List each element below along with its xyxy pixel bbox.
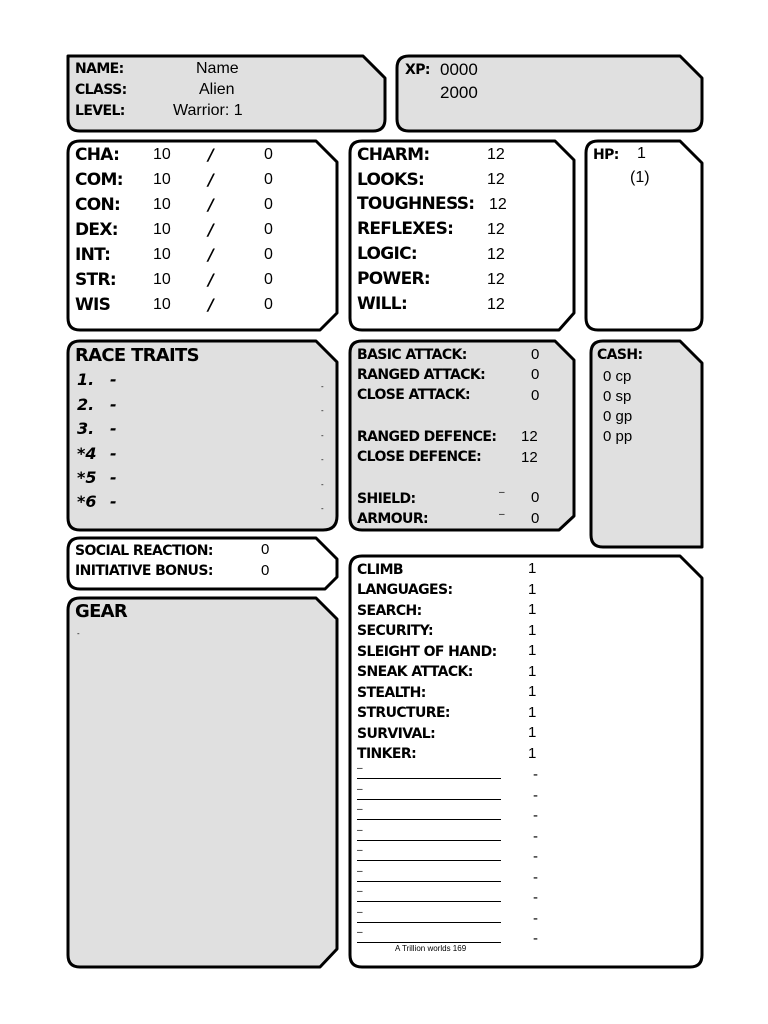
ability-slash: /: [208, 270, 214, 289]
attribute-label: REFLEXES:: [357, 219, 454, 239]
ability-mod: 0: [264, 221, 273, 238]
skill-value: 1: [528, 642, 537, 659]
ability-mod: 0: [264, 271, 273, 288]
attribute-value: 12: [487, 296, 505, 313]
skill-label: SECURITY:: [357, 623, 433, 639]
gear-item: -: [77, 629, 80, 638]
skill-value: 1: [528, 622, 537, 639]
blank-skill-lead: –: [357, 825, 363, 836]
ability-label: COM:: [75, 170, 123, 190]
ability-slash: /: [208, 245, 214, 264]
trait-dash: -: [110, 395, 117, 414]
trait-number: *4: [77, 444, 97, 463]
basic-attack-label: BASIC ATTACK:: [357, 347, 467, 363]
blank-skill-lead: –: [357, 804, 363, 815]
attribute-value: 12: [487, 171, 505, 188]
blank-skill-lead: –: [357, 784, 363, 795]
armour-mark: –: [499, 509, 505, 520]
ranged-defence-label: RANGED DEFENCE:: [357, 429, 497, 445]
blank-skill-value: -: [533, 828, 538, 845]
ability-slash: /: [208, 295, 214, 314]
skill-value: 1: [528, 745, 537, 762]
blank-skill-lead: –: [357, 907, 363, 918]
ability-label: STR:: [75, 270, 116, 290]
initiative-bonus-label: INITIATIVE BONUS:: [75, 563, 213, 579]
blank-skill-value: -: [533, 807, 538, 824]
blank-skill-value: -: [533, 766, 538, 783]
blank-skill-line: [357, 778, 501, 779]
gear-title: GEAR: [75, 601, 128, 622]
close-attack-label: CLOSE ATTACK:: [357, 387, 470, 403]
shield-mark: –: [499, 487, 505, 498]
attribute-label: WILL:: [357, 294, 408, 314]
skill-label: TINKER:: [357, 746, 417, 762]
attribute-label: LOGIC:: [357, 244, 418, 264]
skill-label: STRUCTURE:: [357, 705, 450, 721]
ability-slash: /: [208, 195, 214, 214]
social-reaction-label: SOCIAL REACTION:: [75, 543, 213, 559]
trait-dash: -: [110, 444, 117, 463]
cash-cp: 0 cp: [603, 368, 632, 385]
cash-pp: 0 pp: [603, 428, 633, 445]
blank-skill-line: [357, 901, 501, 902]
skill-value: 1: [528, 683, 537, 700]
xp-label: XP:: [405, 62, 430, 78]
ranged-defence-value: 12: [521, 428, 538, 445]
ability-mod: 0: [264, 196, 273, 213]
blank-skill-lead: –: [357, 927, 363, 938]
cash-gp: 0 gp: [603, 408, 633, 425]
armour-label: ARMOUR:: [357, 511, 428, 527]
blank-skill-line: [357, 860, 501, 861]
trait-end: -: [321, 431, 324, 440]
skill-label: LANGUAGES:: [357, 582, 453, 598]
attribute-label: POWER:: [357, 269, 430, 289]
blank-skill-line: [357, 922, 501, 923]
close-defence-label: CLOSE DEFENCE:: [357, 449, 482, 465]
attribute-label: CHARM:: [357, 145, 430, 165]
ability-slash: /: [208, 170, 214, 189]
race-traits-panel: [68, 341, 337, 530]
trait-dash: -: [110, 468, 117, 487]
ability-score: 10: [153, 196, 171, 213]
blank-skill-line: [357, 840, 501, 841]
trait-end: -: [321, 504, 324, 513]
xp-next: 2000: [440, 83, 478, 102]
skill-value: 1: [528, 663, 537, 680]
ability-score: 10: [153, 221, 171, 238]
trait-number: 1.: [77, 370, 95, 389]
attribute-label: LOOKS:: [357, 170, 425, 190]
blank-skill-line: [357, 819, 501, 820]
level-value: Warrior: 1: [173, 102, 243, 119]
hp-label: HP:: [593, 147, 619, 163]
gear-panel: [68, 598, 337, 967]
ability-mod: 0: [264, 146, 273, 163]
blank-skill-value: -: [533, 889, 538, 906]
blank-skill-value: -: [533, 930, 538, 947]
blank-skill-value: -: [533, 787, 538, 804]
blank-skill-line: [357, 881, 501, 882]
blank-skill-value: -: [533, 869, 538, 886]
hp-current: 1: [637, 145, 646, 162]
ranged-attack-value: 0: [531, 366, 540, 383]
attribute-value: 12: [487, 246, 505, 263]
skill-label: SNEAK ATTACK:: [357, 664, 473, 680]
level-label: LEVEL:: [75, 103, 125, 119]
xp-current: 0000: [440, 60, 478, 79]
ability-score: 10: [153, 246, 171, 263]
ability-slash: /: [208, 145, 214, 164]
ability-label: DEX:: [75, 220, 118, 240]
close-attack-value: 0: [531, 387, 540, 404]
name-value: Name: [196, 60, 239, 77]
ability-score: 10: [153, 171, 171, 188]
name-label: NAME:: [75, 61, 124, 77]
attribute-label: TOUGHNESS:: [357, 194, 475, 214]
ability-slash: /: [208, 220, 214, 239]
shield-label: SHIELD:: [357, 491, 416, 507]
trait-number: *6: [77, 492, 97, 511]
blank-skill-lead: –: [357, 866, 363, 877]
ability-score: 10: [153, 146, 171, 163]
ability-label: CON:: [75, 195, 121, 215]
class-value: Alien: [199, 81, 235, 98]
page-footer: A Trillion worlds 169: [395, 944, 467, 953]
ability-label: WIS: [75, 295, 111, 315]
initiative-bonus-value: 0: [261, 562, 270, 579]
hp-max: (1): [630, 169, 650, 186]
ability-score: 10: [153, 296, 171, 313]
attribute-value: 12: [487, 271, 505, 288]
shield-value: 0: [531, 489, 540, 506]
skill-value: 1: [528, 704, 537, 721]
trait-number: *5: [77, 468, 97, 487]
ability-label: INT:: [75, 245, 111, 265]
trait-dash: -: [110, 419, 117, 438]
skill-value: 1: [528, 581, 537, 598]
basic-attack-value: 0: [531, 346, 540, 363]
blank-skill-lead: –: [357, 886, 363, 897]
armour-value: 0: [531, 510, 540, 527]
trait-end: -: [321, 406, 324, 415]
skill-label: CLIMB: [357, 562, 404, 578]
trait-dash: -: [110, 492, 117, 511]
skill-label: SEARCH:: [357, 603, 422, 619]
skill-label: STEALTH:: [357, 685, 426, 701]
ability-mod: 0: [264, 171, 273, 188]
trait-end: -: [321, 480, 324, 489]
cash-label: CASH:: [597, 347, 643, 363]
class-label: CLASS:: [75, 82, 127, 98]
ability-mod: 0: [264, 296, 273, 313]
ability-label: CHA:: [75, 145, 120, 165]
skill-value: 1: [528, 601, 537, 618]
trait-end: -: [321, 455, 324, 464]
ability-mod: 0: [264, 246, 273, 263]
attribute-value: 12: [489, 196, 507, 213]
skill-label: SURVIVAL:: [357, 726, 436, 742]
blank-skill-value: -: [533, 910, 538, 927]
blank-skill-line: [357, 799, 501, 800]
blank-skill-lead: –: [357, 845, 363, 856]
attribute-value: 12: [487, 146, 505, 163]
race-traits-title: RACE TRAITS: [75, 345, 199, 366]
skill-label: SLEIGHT OF HAND:: [357, 644, 497, 660]
trait-number: 3.: [77, 419, 95, 438]
trait-dash: -: [110, 370, 117, 389]
skill-value: 1: [528, 560, 537, 577]
blank-skill-line: [357, 942, 501, 943]
ranged-attack-label: RANGED ATTACK:: [357, 367, 486, 383]
skill-value: 1: [528, 724, 537, 741]
blank-skill-value: -: [533, 848, 538, 865]
ability-score: 10: [153, 271, 171, 288]
attribute-value: 12: [487, 221, 505, 238]
trait-number: 2.: [77, 395, 95, 414]
trait-end: -: [321, 382, 324, 391]
cash-sp: 0 sp: [603, 388, 632, 405]
social-reaction-value: 0: [261, 541, 270, 558]
blank-skill-lead: –: [357, 763, 363, 774]
close-defence-value: 12: [521, 449, 538, 466]
